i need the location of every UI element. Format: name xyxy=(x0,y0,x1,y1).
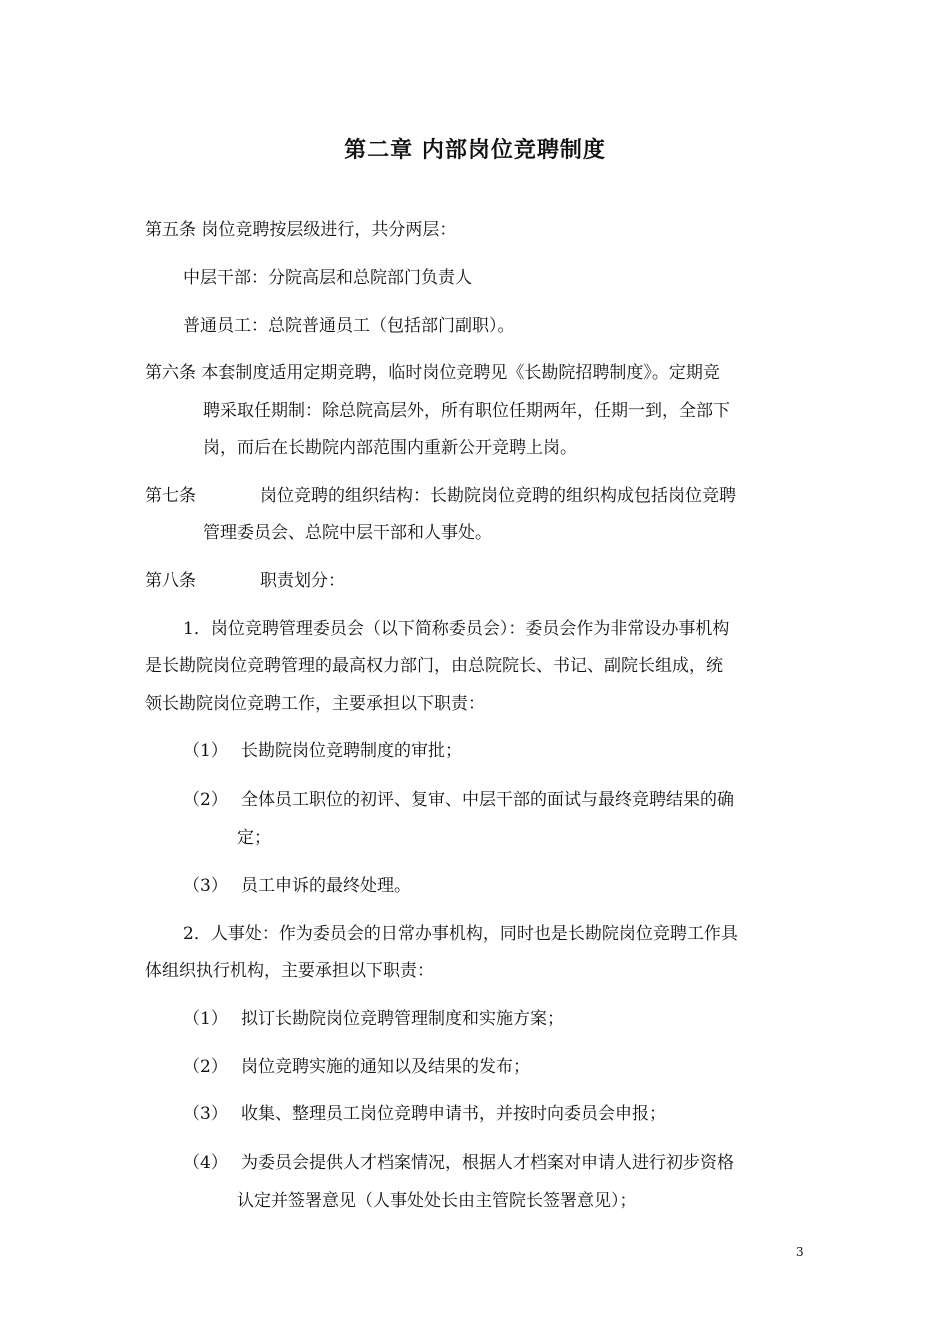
item-number: （1） xyxy=(183,1009,228,1029)
committee-paragraph-line-1: 1．岗位竞聘管理委员会（以下简称委员会）：委员会作为非常设办事机构 xyxy=(183,619,730,639)
hr-paragraph-line-2: 体组织执行机构，主要承担以下职责： xyxy=(145,961,434,981)
article-7-line-2: 管理委员会、总院中层干部和人事处。 xyxy=(203,523,492,543)
item-number: （2） xyxy=(183,790,228,810)
item-number: （3） xyxy=(183,1104,228,1124)
item-text: 全体员工职位的初评、复审、中层干部的面试与最终竞聘结果的确 xyxy=(241,790,734,810)
committee-item xyxy=(183,739,462,763)
article-6-line-1: 第六条 本套制度适用定期竞聘，临时岗位竞聘见《长勘院招聘制度》。定期竞 xyxy=(145,363,720,383)
committee-paragraph-line-2: 是长勘院岗位竞聘管理的最高权力部门，由总院院长、书记、副院长组成，统 xyxy=(145,656,723,676)
article-8-text: 职责划分： xyxy=(260,571,345,591)
article-5-middle-cadres: 中层干部：分院高层和总院部门负责人 xyxy=(183,268,472,288)
item-text: 长勘院岗位竞聘制度的审批； xyxy=(241,741,462,761)
chapter-title: 第二章 内部岗位竞聘制度 xyxy=(344,138,606,163)
hr-item xyxy=(183,1007,564,1031)
hr-paragraph-line-1: 2．人事处：作为委员会的日常办事机构，同时也是长勘院岗位竞聘工作具 xyxy=(183,924,738,944)
item-number: （1） xyxy=(183,741,228,761)
item-number: （3） xyxy=(183,876,228,896)
article-7-label: 第七条 xyxy=(145,486,196,506)
article-5-ordinary-staff: 普通员工：总院普通员工（包括部门副职）。 xyxy=(183,316,515,336)
item-text: 收集、整理员工岗位竞聘申请书，并按时向委员会申报； xyxy=(241,1104,666,1124)
item-text: 员工申诉的最终处理。 xyxy=(241,876,411,896)
hr-item xyxy=(183,1055,530,1079)
hr-item xyxy=(183,1102,666,1126)
committee-item xyxy=(183,874,411,898)
item-text: 岗位竞聘实施的通知以及结果的发布； xyxy=(241,1057,530,1077)
article-6-line-3: 岗，而后在长勘院内部范围内重新公开竞聘上岗。 xyxy=(203,438,577,458)
committee-item-continuation: 定； xyxy=(237,828,271,848)
item-number: （2） xyxy=(183,1057,228,1077)
article-7-text: 岗位竞聘的组织结构：长勘院岗位竞聘的组织构成包括岗位竞聘 xyxy=(260,486,736,506)
page-number: 3 xyxy=(796,1245,804,1259)
article-7-line-1 xyxy=(145,484,736,508)
committee-item xyxy=(183,788,734,812)
committee-paragraph-line-3: 领长勘院岗位竞聘工作，主要承担以下职责： xyxy=(145,694,485,714)
item-number: （4） xyxy=(183,1153,228,1173)
article-5-heading: 第五条 岗位竞聘按层级进行，共分两层： xyxy=(145,220,457,240)
article-6-line-2: 聘采取任期制：除总院高层外，所有职位任期两年，任期一到，全部下 xyxy=(203,401,730,421)
article-8-label: 第八条 xyxy=(145,571,196,591)
item-text: 拟订长勘院岗位竞聘管理制度和实施方案； xyxy=(241,1009,564,1029)
article-8-line xyxy=(145,569,345,593)
hr-item xyxy=(183,1151,734,1175)
hr-item-continuation: 认定并签署意见（人事处处长由主管院长签署意见）； xyxy=(237,1191,637,1211)
item-text: 为委员会提供人才档案情况，根据人才档案对申请人进行初步资格 xyxy=(241,1153,734,1173)
